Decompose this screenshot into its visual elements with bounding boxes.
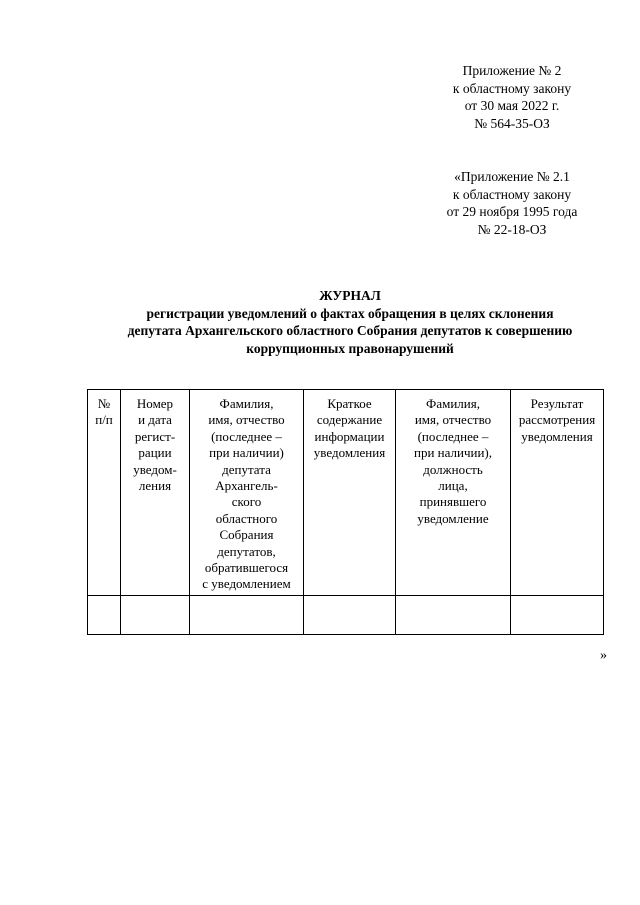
- appendix-line: от 30 мая 2022 г.: [464, 98, 560, 113]
- appendix-line: от 29 ноября 1995 года: [446, 204, 578, 219]
- column-header-registration: Номер и дата регист- рации уведом- ления: [121, 390, 190, 596]
- appendix-line: № 564-35-ОЗ: [474, 115, 550, 131]
- journal-subtitle-line: регистрации уведомлений о фактах обращения в целях склонения: [146, 305, 554, 321]
- column-header-deputy-name: Фамилия, имя, отчество (последнее – при наличии) депутата Архангель- ского областного Собрания депутатов, обратившегося с уведомлением: [190, 390, 304, 596]
- register-table: [87, 389, 604, 635]
- appendix-line: Приложение № 2: [462, 63, 562, 78]
- table-cell: [88, 595, 121, 634]
- table-row: [88, 595, 604, 634]
- table-cell: [190, 595, 304, 634]
- table-cell: [304, 595, 396, 634]
- table-cell: [511, 595, 604, 634]
- appendix-line: к областному закону: [452, 186, 572, 202]
- column-header-summary: Краткое содержание информации уведомления: [304, 390, 396, 596]
- journal-heading: [60, 287, 640, 357]
- appendix-line: «Приложение № 2.1: [454, 169, 570, 184]
- appendix-original-reference: [392, 168, 632, 238]
- appendix-current-reference: [392, 62, 632, 132]
- journal-subtitle-line: депутата Архангельского областного Собрания депутатов к совершению: [127, 323, 573, 338]
- column-header-recipient: Фамилия, имя, отчество (последнее – при наличии), должность лица, принявшего уведомление: [396, 390, 511, 596]
- appendix-line: к областному закону: [452, 80, 572, 96]
- column-header-result: Результат рассмотрения уведомления: [511, 390, 604, 596]
- table-header-row: [88, 390, 604, 596]
- appendix-line: № 22-18-ОЗ: [477, 221, 547, 237]
- table-cell: [121, 595, 190, 634]
- journal-title: ЖУРНАЛ: [319, 288, 381, 303]
- closing-quote: »: [600, 648, 607, 663]
- table-cell: [396, 595, 511, 634]
- journal-subtitle-line: коррупционных правонарушений: [246, 340, 454, 356]
- column-header-number: № п/п: [88, 390, 121, 596]
